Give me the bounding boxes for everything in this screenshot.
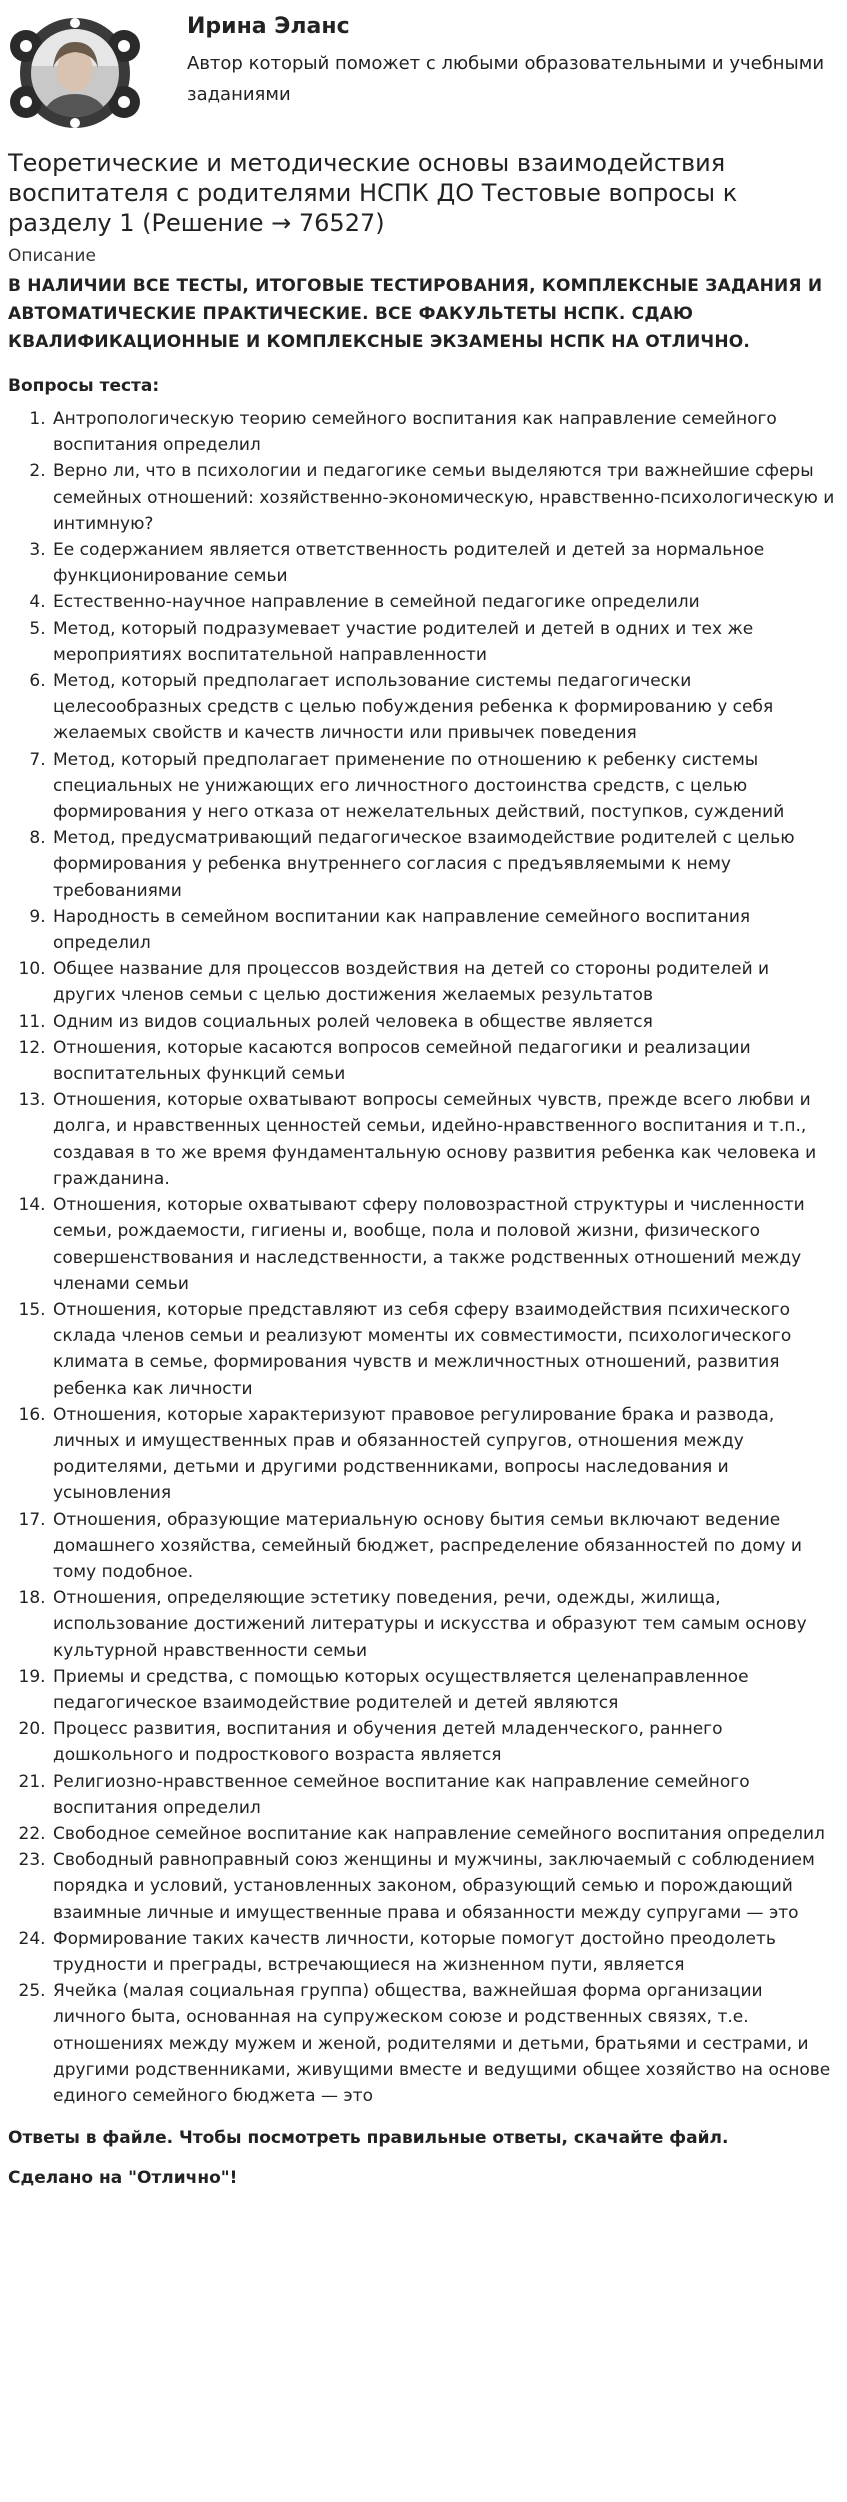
question-item: 13. Отношения, которые охватывают вопросы семейных чувств, прежде всего любви и долга, и нравственных ценностей семьи, идейно-нравственного воспитания и т.п., создавая в то же время фундаментальную основу развития ребенка как человека и гражданина.	[51, 1087, 835, 1192]
author-avatar[interactable]	[8, 16, 142, 130]
questions-header: Вопросы теста:	[8, 376, 160, 396]
question-item: 7. Метод, который предполагает применение по отношению к ребенку системы специальных не унижающих его личностного достоинства средств, с целью формирования у него отказа от нежелательных действий, поступков, суждений	[51, 747, 835, 826]
question-item: 16. Отношения, которые характеризуют правовое регулирование брака и развода, личных и имущественных прав и обязанностей супругов, отношения между родителями, детьми и другими родственниками, вопросы наследования и усыновления	[51, 1402, 835, 1507]
question-item: 2. Верно ли, что в психологии и педагогике семьи выделяются три важнейшие сферы семейных отношений: хозяйственно-экономическую, нравственно-психологическую и интимную?	[51, 458, 835, 537]
question-item: 17. Отношения, образующие материальную основу бытия семьи включают ведение домашнего хозяйства, семейный бюджет, распределение обязанностей по дому и тому подобное.	[51, 1507, 835, 1586]
question-item: 23. Свободный равноправный союз женщины и мужчины, заключаемый с соблюдением порядка и условий, установленных законом, образующий семью и порождающий взаимные личные и имущественные права и обязанности между супругами — это	[51, 1847, 835, 1926]
footer	[8, 2123, 839, 2193]
question-item: 20. Процесс развития, воспитания и обучения детей младенческого, раннего дошкольного и подросткового возраста является	[51, 1716, 835, 1768]
description-label: Описание	[8, 246, 96, 266]
question-item: 5. Метод, который подразумевает участие родителей и детей в одних и тех же мероприятиях воспитательной направленности	[51, 616, 835, 668]
question-item: 3. Ее содержанием является ответственность родителей и детей за нормальное функционирование семьи	[51, 537, 835, 589]
question-item: 14. Отношения, которые охватывают сферу половозрастной структуры и численности семьи, рождаемости, гигиены и, вообще, пола и половой жизни, физического совершенствования и наследственности, а также родственных отношений между членами семьи	[51, 1192, 835, 1297]
question-item: 10. Общее название для процессов воздействия на детей со стороны родителей и других членов семьи с целью достижения желаемых результатов	[51, 956, 835, 1008]
author-description: Автор который поможет с любыми образовательными и учебными заданиями	[187, 53, 825, 105]
question-item: 12. Отношения, которые касаются вопросов семейной педагогики и реализации воспитательных функций семьи	[51, 1035, 835, 1087]
answers-note: Ответы в файле. Чтобы посмотреть правильные ответы, скачайте файл.	[8, 2128, 729, 2149]
question-item: 8. Метод, предусматривающий педагогическое взаимодействие родителей с целью формирования у ребенка внутреннего согласия с предъявляемыми к нему требованиями	[51, 825, 835, 904]
question-item: 1. Антропологическую теорию семейного воспитания как направление семейного воспитания определил	[51, 406, 835, 458]
intro-text: В НАЛИЧИИ ВСЕ ТЕСТЫ, ИТОГОВЫЕ ТЕСТИРОВАНИЯ, КОМПЛЕКСНЫЕ ЗАДАНИЯ И АВТОМАТИЧЕСКИЕ ПРАКТИЧЕСКИЕ. ВСЕ ФАКУЛЬТЕТЫ НСПК. СДАЮ КВАЛИФИКАЦИОННЫЕ И КОМПЛЕКСНЫЕ ЭКЗАМЕНЫ НСПК НА ОТЛИЧНО.	[8, 276, 823, 352]
question-item: 24. Формирование таких качеств личности, которые помогут достойно преодолеть трудности и преграды, встречающиеся на жизненном пути, является	[51, 1926, 835, 1978]
author-name[interactable]: Ирина Эланс	[187, 14, 350, 39]
question-item: 22. Свободное семейное воспитание как направление семейного воспитания определил	[51, 1821, 835, 1847]
author-card	[0, 0, 847, 140]
question-item: 6. Метод, который предполагает использование системы педагогически целесообразных средств с целью побуждения ребенка к формированию у себя желаемых свойств и качеств личности или привычек поведения	[51, 668, 835, 747]
question-item: 15. Отношения, которые представляют из себя сферу взаимодействия психического склада членов семьи и реализуют моменты их совместимости, психологического климата в семье, формирования чувств и межличностных отношений, развития ребенка как личности	[51, 1297, 835, 1402]
film-reel-avatar-icon	[8, 16, 142, 130]
question-item: 18. Отношения, определяющие эстетику поведения, речи, одежды, жилища, использование достижений литературы и искусства и образуют тем самым основу культурной нравственности семьи	[51, 1585, 835, 1664]
page-title: Теоретические и методические основы взаимодействия воспитателя с родителями НСПК ДО Тестовые вопросы к разделу 1 (Решение → 76527)	[8, 149, 738, 237]
question-item: 11. Одним из видов социальных ролей человека в обществе является	[51, 1009, 835, 1035]
question-item: 4. Естественно-научное направление в семейной педагогике определили	[51, 589, 835, 615]
grade-note: Сделано на "Отлично"!	[8, 2168, 238, 2189]
question-item: 9. Народность в семейном воспитании как направление семейного воспитания определил	[51, 904, 835, 956]
question-item: 19. Приемы и средства, с помощью которых осуществляется целенаправленное педагогическое взаимодействие родителей и детей являются	[51, 1664, 835, 1716]
question-item: 25. Ячейка (малая социальная группа) общества, важнейшая форма организации личного быта, основанная на супружеском союзе и родственных связях, т.е. отношениях между мужем и женой, родителями и детьми, братьями и сестрами, и другими родственниками, живущими вместе и ведущими общее хозяйство на основе единого семейного бюджета — это	[51, 1978, 835, 2109]
questions-list	[0, 406, 835, 2109]
question-item: 21. Религиозно-нравственное семейное воспитание как направление семейного воспитания определил	[51, 1769, 835, 1821]
